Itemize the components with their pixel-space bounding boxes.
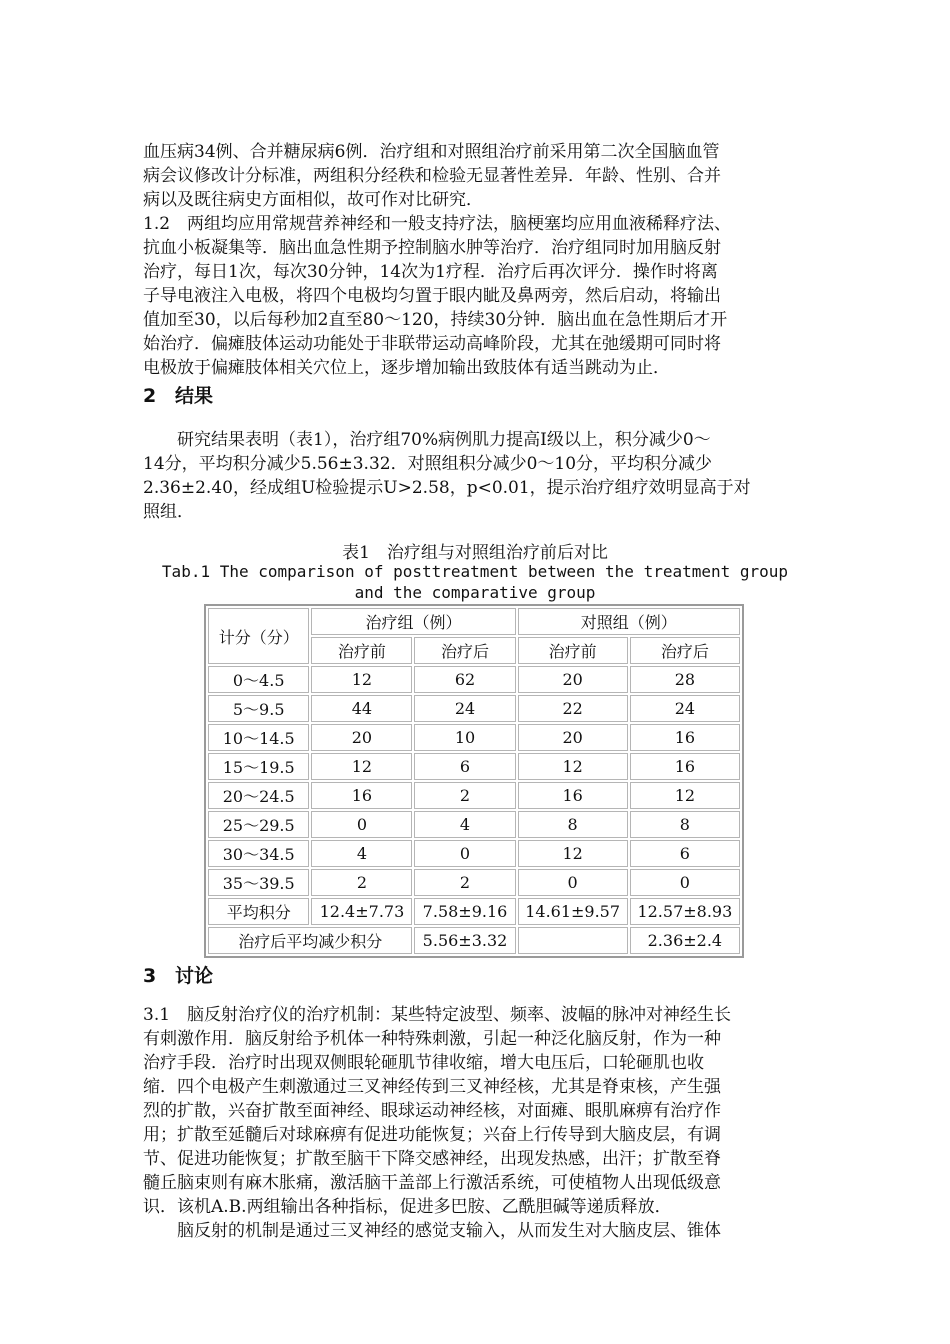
- table-cell: 62: [414, 666, 515, 693]
- section-number: 2: [143, 385, 157, 407]
- text-line: 烈的扩散，兴奋扩散至面神经、眼球运动神经核，对面瘫、眼肌麻痹有治疗作: [143, 1101, 721, 1121]
- table-cell: 12.4±7.73: [311, 898, 412, 925]
- header-before: 治疗前: [311, 637, 412, 664]
- caption-line: Tab.1 The comparison of posttreatment between the treatment group: [161, 562, 789, 581]
- table-cell: 0: [518, 869, 628, 896]
- text-line: 治疗手段．治疗时出现双侧眼轮砸肌节律收缩，增大电压后，口轮砸肌也收: [143, 1053, 704, 1073]
- paragraph-results: [143, 428, 803, 524]
- text-line: 研究结果表明（表1），治疗组70%病例肌力提高Ⅰ级以上，积分减少0～: [143, 430, 711, 450]
- text-line: 3.1 脑反射治疗仪的治疗机制：某些特定波型、频率、波幅的脉冲对神经生长: [143, 1005, 732, 1025]
- table-cell: 16: [630, 724, 740, 751]
- text-line: 治疗，每日1次，每次30分钟，14次为1疗程．治疗后再次评分．操作时将离: [143, 262, 718, 282]
- section-number: 3: [143, 965, 157, 987]
- table-row: [208, 782, 740, 809]
- table-row: [208, 666, 740, 693]
- text-line: 病会议修改计分标准，两组积分经秩和检验无显著性差异．年龄、性别、合并: [143, 166, 721, 186]
- table-row-reduction: [208, 927, 740, 954]
- table-row: [208, 695, 740, 722]
- table-cell: 2: [311, 869, 412, 896]
- table-row: [208, 869, 740, 896]
- table-cell: 8: [518, 811, 628, 838]
- text-line: 用；扩散至延髓后对球麻痹有促进功能恢复；兴奋上行传导到大脑皮层，有调: [143, 1125, 721, 1145]
- section-heading-discussion: [143, 961, 213, 988]
- table-cell: 8: [630, 811, 740, 838]
- caption-line: and the comparative group: [354, 583, 596, 602]
- text-line: 识．该机A.B.两组输出各种指标，促进多巴胺、乙酰胆碱等递质释放．: [143, 1197, 672, 1217]
- table-cell: 28: [630, 666, 740, 693]
- table-cell: 24: [630, 695, 740, 722]
- table-cell: 10～14.5: [208, 724, 309, 751]
- text-line: 值加至30，以后每秒加2直至80～120，持续30分钟．脑出血在急性期后才开: [143, 310, 728, 330]
- header-treatment-group: 治疗组（例）: [311, 608, 515, 635]
- table-row: [208, 724, 740, 751]
- text-line: 1.2 两组均应用常规营养神经和一般支持疗法，脑梗塞均应用血液稀释疗法、: [143, 214, 732, 234]
- text-line: 病以及既往病史方面相似，故可作对比研究．: [143, 190, 483, 210]
- table-cell: 12.57±8.93: [630, 898, 740, 925]
- text-line: 抗血小板凝集等．脑出血急性期予控制脑水肿等治疗．治疗组同时加用脑反射: [143, 238, 721, 258]
- table-cell: 平均积分: [208, 898, 309, 925]
- table-cell: 35～39.5: [208, 869, 309, 896]
- paragraph-methods: [143, 140, 803, 380]
- section-title: 结果: [175, 385, 214, 407]
- text-line: 电极放于偏瘫肢体相关穴位上，逐步增加输出致肢体有适当跳动为止．: [143, 358, 670, 378]
- table-cell: 22: [518, 695, 628, 722]
- table-cell: 2: [414, 869, 515, 896]
- text-line: 髓丘脑束则有麻木胀痛，激活脑干盖部上行激活系统，可使植物人出现低级意: [143, 1173, 721, 1193]
- section-heading-results: [143, 381, 213, 408]
- table-cell: 4: [311, 840, 412, 867]
- text-line: 节、促进功能恢复；扩散至脑干下降交感神经，出现发热感，出汗；扩散至脊: [143, 1149, 721, 1169]
- table-cell: 20: [518, 666, 628, 693]
- header-control-group: 对照组（例）: [518, 608, 740, 635]
- paragraph-discussion: [143, 1003, 803, 1243]
- table-row: [208, 753, 740, 780]
- table-cell: 12: [518, 840, 628, 867]
- table-cell: 25～29.5: [208, 811, 309, 838]
- text-line: 子导电液注入电极，将四个电极均匀置于眼内眦及鼻两旁，然后启动，将输出: [143, 286, 721, 306]
- text-line: 照组．: [143, 502, 194, 522]
- header-score: 计分（分）: [208, 608, 309, 664]
- section-title: 讨论: [175, 965, 214, 987]
- text-line: 有刺激作用．脑反射给予机体一种特殊刺激，引起一种泛化脑反射，作为一种: [143, 1029, 721, 1049]
- table-cell: 20: [311, 724, 412, 751]
- comparison-table: [204, 604, 744, 958]
- table-cell: 2: [414, 782, 515, 809]
- table-cell: 16: [518, 782, 628, 809]
- table-cell: 治疗后平均减少积分: [208, 927, 412, 954]
- table-cell: 16: [630, 753, 740, 780]
- text-line: 血压病34例、合并糖尿病6例．治疗组和对照组治疗前采用第二次全国脑血管: [143, 142, 720, 162]
- header-before: 治疗前: [518, 637, 628, 664]
- table-cell: 12: [630, 782, 740, 809]
- table-cell: 12: [518, 753, 628, 780]
- table-row-mean: [208, 898, 740, 925]
- table-cell: 0: [630, 869, 740, 896]
- table-cell: 2.36±2.4: [630, 927, 740, 954]
- text-line: 始治疗．偏瘫肢体运动功能处于非联带运动高峰阶段，尤其在弛缓期可同时将: [143, 334, 721, 354]
- table-cell: 0: [311, 811, 412, 838]
- table-cell: 4: [414, 811, 515, 838]
- table-cell: 20: [518, 724, 628, 751]
- table-caption-cn: 表1 治疗组与对照组治疗前后对比: [342, 543, 608, 563]
- table-row: [208, 840, 740, 867]
- table-cell: 10: [414, 724, 515, 751]
- table-cell: 12: [311, 753, 412, 780]
- table-cell-empty: [518, 927, 628, 954]
- table-cell: 6: [414, 753, 515, 780]
- text-line: 缩．四个电极产生刺激通过三叉神经传到三叉神经核，尤其是脊束核，产生强: [143, 1077, 721, 1097]
- table-cell: 16: [311, 782, 412, 809]
- table-caption-en: [150, 561, 800, 603]
- table-cell: 44: [311, 695, 412, 722]
- table-cell: 0～4.5: [208, 666, 309, 693]
- table-cell: 0: [414, 840, 515, 867]
- table-cell: 14.61±9.57: [518, 898, 628, 925]
- table-cell: 15～19.5: [208, 753, 309, 780]
- table-cell: 5.56±3.32: [414, 927, 515, 954]
- table-cell: 30～34.5: [208, 840, 309, 867]
- table-cell: 12: [311, 666, 412, 693]
- header-after: 治疗后: [630, 637, 740, 664]
- table-cell: 24: [414, 695, 515, 722]
- table-row: [208, 811, 740, 838]
- table-cell: 5～9.5: [208, 695, 309, 722]
- table-cell: 6: [630, 840, 740, 867]
- header-after: 治疗后: [414, 637, 515, 664]
- text-line: 2.36±2.40，经成组U检验提示U>2.58，p<0.01，提示治疗组疗效明显高于对: [143, 478, 751, 498]
- text-line: 14分，平均积分减少5.56±3.32．对照组积分减少0～10分，平均积分减少: [143, 454, 713, 474]
- table-cell: 7.58±9.16: [414, 898, 515, 925]
- text-line: 脑反射的机制是通过三叉神经的感觉支输入，从而发生对大脑皮层、锥体: [143, 1221, 721, 1241]
- table-cell: 20～24.5: [208, 782, 309, 809]
